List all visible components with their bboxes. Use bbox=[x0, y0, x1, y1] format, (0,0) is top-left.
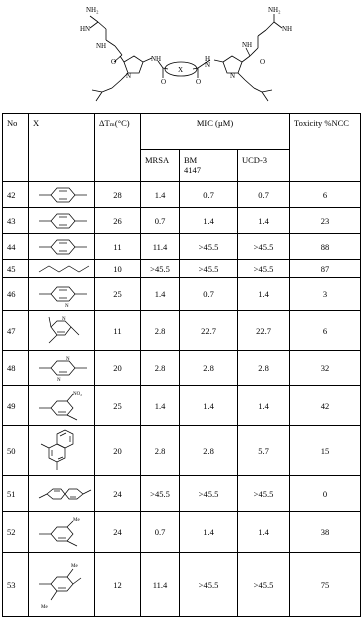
cell-tm: 24 bbox=[95, 512, 141, 553]
cell-x bbox=[29, 386, 95, 426]
cell-mrsa: 1.4 bbox=[141, 278, 180, 311]
cell-x bbox=[29, 234, 95, 260]
cell-x bbox=[29, 208, 95, 234]
cell-bm: 1.4 bbox=[180, 512, 238, 553]
pyridine-icon bbox=[35, 280, 93, 308]
table-row bbox=[3, 386, 361, 426]
cell-tm: 26 bbox=[95, 208, 141, 234]
cell-tm: 28 bbox=[95, 182, 141, 208]
cell-toxicity: 75 bbox=[290, 553, 361, 617]
methyl-phenylene-icon bbox=[35, 514, 93, 550]
nh-label-left-amide: NH bbox=[96, 42, 107, 50]
cell-x bbox=[29, 476, 95, 512]
para-phenylene-icon bbox=[35, 236, 93, 258]
cell-ucd: >45.5 bbox=[238, 260, 290, 278]
header-mrsa: MRSA bbox=[141, 150, 180, 182]
cell-no: 42 bbox=[3, 182, 29, 208]
cell-bm: 2.8 bbox=[180, 351, 238, 386]
methyl-label: Me bbox=[73, 518, 80, 523]
cell-mrsa: >45.5 bbox=[141, 476, 180, 512]
naphthalene-icon bbox=[35, 480, 97, 508]
ring-n-label-top: N bbox=[66, 357, 70, 362]
table-row bbox=[3, 476, 361, 512]
header-ucd: UCD-3 bbox=[238, 150, 290, 182]
table-row bbox=[3, 260, 361, 278]
cell-tm: 10 bbox=[95, 260, 141, 278]
cell-no: 48 bbox=[3, 351, 29, 386]
general-structure-scheme bbox=[0, 0, 362, 112]
table-row bbox=[3, 182, 361, 208]
nh2-label-left: NH₂ bbox=[86, 6, 99, 14]
header-no: No bbox=[3, 114, 29, 182]
cell-no: 44 bbox=[3, 234, 29, 260]
cell-no: 51 bbox=[3, 476, 29, 512]
table-row bbox=[3, 553, 361, 617]
cell-x bbox=[29, 351, 95, 386]
n-label-right: N bbox=[230, 72, 236, 80]
cell-tm: 20 bbox=[95, 426, 141, 476]
o-label-right: O bbox=[260, 58, 266, 66]
cell-no: 45 bbox=[3, 260, 29, 278]
table-row bbox=[3, 278, 361, 311]
cell-mrsa: 2.8 bbox=[141, 311, 180, 351]
cell-no: 52 bbox=[3, 512, 29, 553]
table-row bbox=[3, 351, 361, 386]
cell-ucd: 0.7 bbox=[238, 182, 290, 208]
nh2-label-right: NH₂ bbox=[268, 6, 281, 14]
header-bm-line2: 4147 bbox=[184, 165, 201, 175]
alkyl-chain-icon bbox=[35, 262, 93, 276]
para-phenylene-icon bbox=[35, 210, 93, 232]
cell-mrsa: 0.7 bbox=[141, 208, 180, 234]
cell-bm: >45.5 bbox=[180, 553, 238, 617]
cell-toxicity: 23 bbox=[290, 208, 361, 234]
cell-x bbox=[29, 553, 95, 617]
cell-no: 47 bbox=[3, 311, 29, 351]
header-bm-line1: BM bbox=[184, 155, 198, 165]
cell-x bbox=[29, 311, 95, 351]
cell-tm: 20 bbox=[95, 351, 141, 386]
cell-bm: >45.5 bbox=[180, 260, 238, 278]
cell-no: 46 bbox=[3, 278, 29, 311]
header-x: X bbox=[29, 114, 95, 182]
table-row bbox=[3, 311, 361, 351]
cell-bm: 2.8 bbox=[180, 426, 238, 476]
nitro-phenylene-icon bbox=[35, 388, 95, 424]
cell-toxicity: 6 bbox=[290, 311, 361, 351]
cell-bm: 0.7 bbox=[180, 278, 238, 311]
cell-x bbox=[29, 426, 95, 476]
cell-toxicity: 0 bbox=[290, 476, 361, 512]
cell-toxicity: 38 bbox=[290, 512, 361, 553]
cell-ucd: 5.7 bbox=[238, 426, 290, 476]
h-label-right: H bbox=[205, 55, 211, 63]
methyl-label-top: Me bbox=[71, 563, 78, 569]
cell-bm: >45.5 bbox=[180, 234, 238, 260]
header-mic: MIC (µM) bbox=[141, 114, 290, 150]
methyl-label-bottom: Me bbox=[41, 604, 48, 610]
o-label-core-right: O bbox=[196, 78, 202, 86]
cell-toxicity: 88 bbox=[290, 234, 361, 260]
cell-mrsa: 1.4 bbox=[141, 182, 180, 208]
pyrimidine-icon bbox=[35, 353, 93, 383]
table-row bbox=[3, 208, 361, 234]
core-label: X bbox=[178, 66, 184, 74]
naphthalene-icon bbox=[35, 428, 93, 474]
cell-tm: 24 bbox=[95, 476, 141, 512]
cell-ucd: 1.4 bbox=[238, 208, 290, 234]
ring-n-label: N bbox=[62, 316, 66, 322]
cell-mrsa: 1.4 bbox=[141, 386, 180, 426]
o-label-left: O bbox=[111, 58, 117, 66]
nh-label-left: NH bbox=[151, 55, 162, 63]
para-phenylene-icon bbox=[35, 184, 93, 206]
cell-tm: 12 bbox=[95, 553, 141, 617]
n-label-left: N bbox=[126, 72, 132, 80]
nitro-label: NO₂ bbox=[73, 391, 82, 397]
cell-ucd: >45.5 bbox=[238, 234, 290, 260]
cell-mrsa: 0.7 bbox=[141, 512, 180, 553]
nh-label-right: NH bbox=[282, 25, 293, 33]
ring-n-label-bottom: N bbox=[57, 378, 61, 383]
o-label-core-left: O bbox=[161, 78, 167, 86]
cell-ucd: 1.4 bbox=[238, 512, 290, 553]
hn-label-left: HN bbox=[80, 25, 91, 33]
cell-bm: 22.7 bbox=[180, 311, 238, 351]
cell-toxicity: 15 bbox=[290, 426, 361, 476]
cell-x bbox=[29, 278, 95, 311]
cell-no: 53 bbox=[3, 553, 29, 617]
cell-mrsa: >45.5 bbox=[141, 260, 180, 278]
pyridine-icon bbox=[35, 313, 93, 349]
cell-ucd: >45.5 bbox=[238, 476, 290, 512]
ring-n-label: N bbox=[65, 304, 69, 308]
table-row bbox=[3, 234, 361, 260]
cell-toxicity: 87 bbox=[290, 260, 361, 278]
header-bm bbox=[180, 150, 238, 182]
cell-bm: 1.4 bbox=[180, 386, 238, 426]
cell-bm: 1.4 bbox=[180, 208, 238, 234]
cell-ucd: 1.4 bbox=[238, 386, 290, 426]
cell-toxicity: 6 bbox=[290, 182, 361, 208]
cell-mrsa: 2.8 bbox=[141, 426, 180, 476]
cell-mrsa: 2.8 bbox=[141, 351, 180, 386]
cell-ucd: 22.7 bbox=[238, 311, 290, 351]
results-table bbox=[2, 113, 361, 617]
cell-no: 43 bbox=[3, 208, 29, 234]
header-tm: ΔTₘ(°C) bbox=[95, 114, 141, 182]
cell-toxicity: 3 bbox=[290, 278, 361, 311]
nh-label-right-amide: NH bbox=[242, 41, 253, 49]
cell-tm: 25 bbox=[95, 386, 141, 426]
table-row bbox=[3, 426, 361, 476]
n-label-right-amide: N bbox=[205, 61, 211, 69]
cell-bm: >45.5 bbox=[180, 476, 238, 512]
cell-no: 49 bbox=[3, 386, 29, 426]
table-row bbox=[3, 512, 361, 553]
cell-mrsa: 11.4 bbox=[141, 553, 180, 617]
cell-ucd: >45.5 bbox=[238, 553, 290, 617]
cell-ucd: 1.4 bbox=[238, 278, 290, 311]
cell-bm: 0.7 bbox=[180, 182, 238, 208]
cell-toxicity: 42 bbox=[290, 386, 361, 426]
cell-no: 50 bbox=[3, 426, 29, 476]
cell-toxicity: 32 bbox=[290, 351, 361, 386]
cell-mrsa: 11.4 bbox=[141, 234, 180, 260]
cell-tm: 11 bbox=[95, 234, 141, 260]
cell-x bbox=[29, 512, 95, 553]
cell-tm: 11 bbox=[95, 311, 141, 351]
cell-tm: 25 bbox=[95, 278, 141, 311]
cell-x bbox=[29, 260, 95, 278]
header-toxicity: Toxicity %NCC bbox=[290, 114, 361, 182]
dimethyl-phenylene-icon bbox=[35, 556, 93, 614]
cell-x bbox=[29, 182, 95, 208]
cell-ucd: 2.8 bbox=[238, 351, 290, 386]
